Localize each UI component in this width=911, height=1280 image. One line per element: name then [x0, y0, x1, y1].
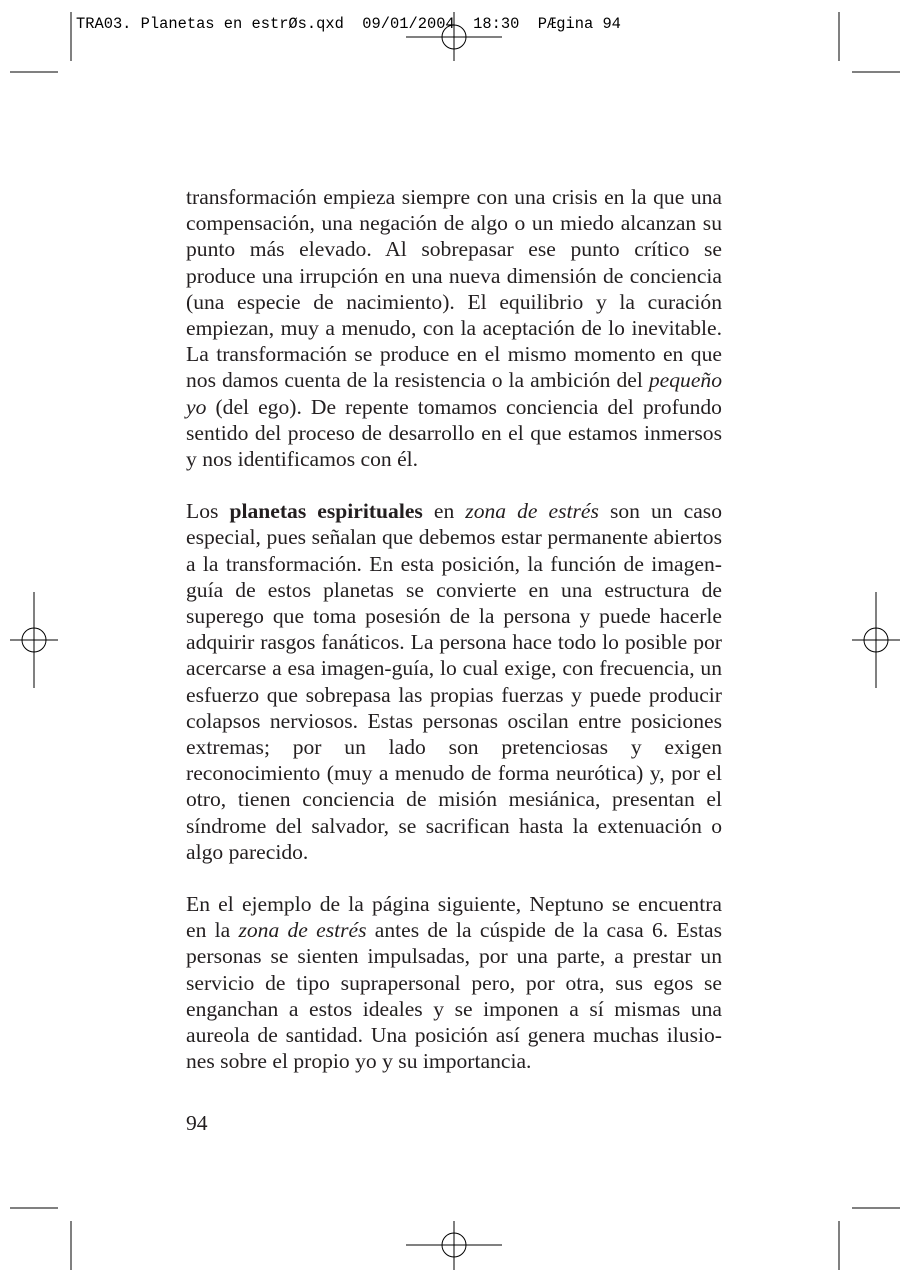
text-line: guía de estos planetas se convierte en una estructura de — [186, 577, 722, 602]
text-line: síndrome del salvador, se sacrifican hasta la extenuación o — [186, 813, 722, 838]
text-line: producir colapsos nerviosos. Estas personas oscilan entre — [186, 682, 722, 733]
paragraph-spiritual-planets — [186, 498, 722, 865]
text-line: una compensación, una negación de algo o un miedo — [186, 185, 722, 236]
text-line: la transformación. En esta posición, la función de imagen — [202, 551, 722, 576]
text-line: En el ejemplo de la página siguiente, Neptuno se encuen — [186, 892, 700, 917]
text-line: adquirir rasgos fanáticos. La persona hace todo lo posible — [186, 630, 688, 655]
text-line: cia, un esfuerzo que sobrepasa las propias fuerzas y puede — [186, 656, 722, 707]
registration-mark-icon — [406, 1221, 502, 1270]
italic-term: zona de estrés — [465, 499, 599, 524]
text-fragment: son un caso espe — [186, 499, 722, 550]
text-line: enganchan a estos ideales y se imponen a sí mismas una — [186, 996, 722, 1021]
text-fragment: ambición del — [530, 368, 649, 393]
text-line: personas se sienten impulsadas, por una parte, a prestar un — [186, 944, 722, 969]
text-line: en el que estamos inmersos y nos identificamos con él. — [186, 420, 723, 472]
text-line: algo parecido. — [186, 839, 309, 864]
text-fragment: tra en la — [186, 892, 722, 943]
text-line: posiciones extremas; por un lado son pretenciosas y exigen — [186, 708, 723, 760]
text-line: el otro, tienen conciencia de misión mesiánica, presentan el — [186, 761, 722, 812]
text-line: por acercarse a esa imagen-guía, lo cual exige, con frecuen — [186, 630, 722, 681]
text-line: momento en que nos damos cuenta de la resistencia o la — [186, 342, 722, 393]
italic-term: zona de estrés — [238, 918, 367, 943]
bold-term: planetas espirituales — [229, 499, 423, 524]
paragraph-neptune-example — [186, 891, 722, 1074]
text-fragment: antes de la cúspide de la casa 6. Estas — [366, 918, 722, 943]
text-line: servicio de tipo suprapersonal pero, por otra, sus egos se — [186, 970, 722, 995]
text-line: transformación empieza siempre con una crisis en la que — [186, 185, 685, 209]
text-line: superego que toma posesión de la persona y puede hacerle — [186, 604, 722, 629]
paragraph-transformation — [186, 184, 722, 472]
registration-mark-icon — [852, 592, 900, 688]
text-fragment: en — [422, 499, 466, 524]
text-fragment: Los — [186, 499, 230, 524]
text-line: curación empiezan, muy a menudo, con la aceptación de lo — [186, 289, 722, 341]
text-line: reconocimiento (muy a menudo de forma neurótica) y, por — [186, 761, 700, 786]
text-line: cial, pues señalan que debemos estar permanente abiertos a — [186, 525, 722, 576]
text-line: nes sobre el propio yo y su importancia. — [186, 1049, 532, 1074]
text-line: aureola de santidad. Una posición así genera muchas ilusio — [186, 1023, 722, 1048]
text-line: alcanzan su punto más elevado. Al sobrepasar ese punto crí — [186, 211, 722, 262]
page-number: 94 — [186, 1111, 208, 1135]
text-line: tico se produce una irrupción en una nueva dimensión de — [186, 237, 722, 288]
registration-mark-icon — [10, 592, 58, 688]
text-line: inevitable. La transformación se produce en el mismo — [186, 316, 722, 367]
body-text — [186, 184, 722, 1075]
italic-term: pequeño yo — [186, 368, 722, 419]
text-fragment: (del ego). De repente tomamos — [206, 394, 497, 419]
print-slug-line: TRA03. Planetas en estrØs.qxd 09/01/2004 18:30 PÆgina 94 — [76, 15, 621, 33]
text-line: conciencia del profundo sentido del proceso de desarrollo — [186, 394, 722, 445]
text-line: conciencia (una especie de nacimiento). El equilibrio y la — [186, 263, 722, 314]
